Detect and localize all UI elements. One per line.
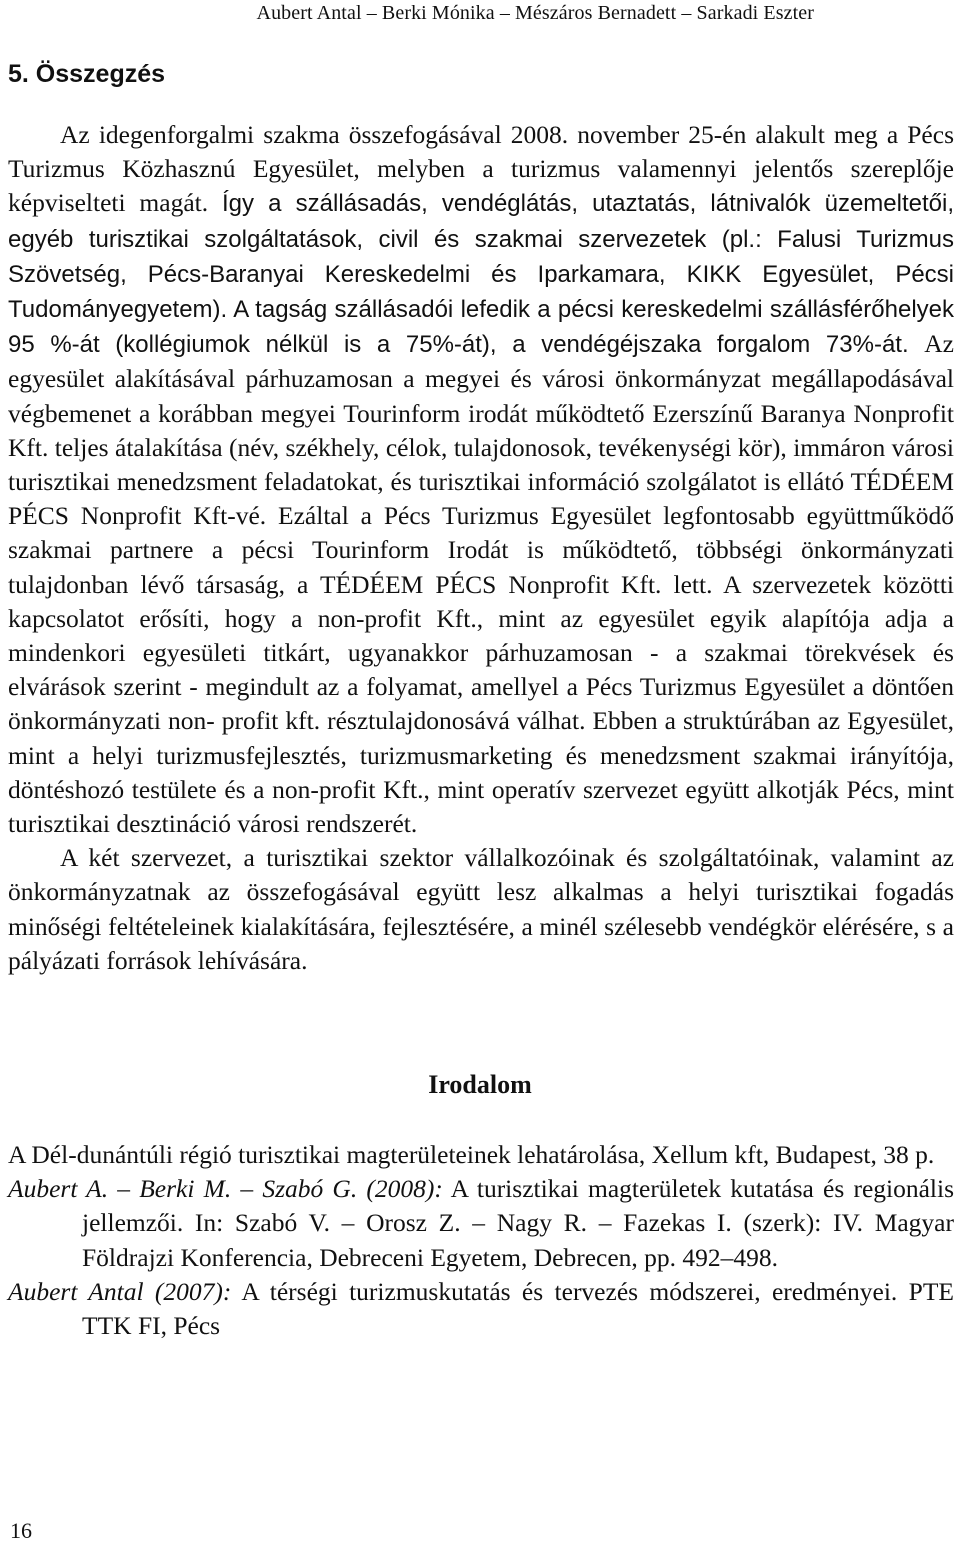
references-heading: Irodalom: [428, 1070, 532, 1099]
body-text: [8, 118, 954, 978]
paragraph-2: A két szervezet, a turisztikai szektor vállalkozóinak és szolgáltatóinak, valamint az önkormányzatnak az összefogásával együtt lesz alkalmas a helyi turisztikai fogadás minőségi feltételeinek kialakítására, fejlesztésére, a minél szélesebb vendégkör elérésére, s a pályázati források lehívására.: [8, 843, 954, 975]
reference-item: [8, 1172, 954, 1275]
section-title: 5. Összegzés: [8, 60, 166, 88]
reference-item: [8, 1138, 954, 1172]
running-header: Aubert Antal – Berki Mónika – Mészáros Bernadett – Sarkadi Eszter: [256, 2, 814, 24]
reference-author: Aubert A. – Berki M. – Szabó G. (2008):: [8, 1174, 443, 1204]
references-list: [8, 1138, 954, 1343]
reference-item: [8, 1275, 954, 1343]
reference-text: A térségi turizmuskutatás és tervezés módszerei, eredményei. PTE TTK FI, Pécs: [82, 1276, 954, 1341]
page-number: 16: [10, 1518, 32, 1543]
reference-text: A turisztikai magterületek kutatása és regionális jellemzői. In: Szabó V. – Orosz Z. – Nagy R. – Fazekas I. (szerk): IV. Magyar Földrajzi Konferencia, Debreceni Egyetem, Debrecen, pp. 492–498.: [82, 1174, 955, 1272]
paragraph-1-sentence-2: Így a szállásadás, vendéglátás, utaztatás, látnivalók üzemeltetői, egyéb turisztikai szolgáltatások, civil és szakmai szervezetek (pl.: Falusi Turizmus Szövetség, Pécs-Baranyai Kereskedelmi és Iparkamara, KIKK Egyesület, Pécsi Tudományegyetem). A tagság szállásadói lefedik a pécsi kereskedelmi szállásférőhelyek 95 %-át (kollégiumok nélkül is a 75%-át), a vendégéjszaka forgalom 73%-át.: [8, 190, 955, 359]
paragraph-1-sentence-3: Az egyesület alakításával párhuzamosan a megyei és városi önkormányzat megállapodásával végbemenet a korábban megyei Tourinform irodát működtető Ezerszínű Baranya Nonprofit Kft. teljes átalakítása (név, székhely, célok, tulajdonosok, tevékenységi kör), immáron városi turisztikai menedzsment feladatokat, és turisztikai információ szolgálatot is ellátó TÉDÉEM PÉCS Nonprofit Kft-vé. Ezáltal a Pécs Turizmus Egyesület legfontosabb együttműködő szakmai partnere a pécsi Tourinform Irodát is működtető, többségi önkormányzati tulajdonban lévő társaság, a TÉDÉEM PÉCS Nonprofit Kft. lett. A szervezetek közötti kapcsolatot erősíti, hogy a non-profit Kft., mint az egyesület egyik alapítója adja a mindenkori egyesületi titkárt, ugyanakkor párhuzamosan - a szakmai törekvések és elvárások szerint - megindult az a folyamat, amellyel a Pécs Turizmus Egyesület a döntően önkormányzati non- profit kft. résztulajdonosává válhat. Ebben a struktúrában az Egyesület, mint a helyi turizmusfejlesztés, turizmusmarketing és menedzsment szakmai irányítója, döntéshozó testülete és a non-profit Kft., mint operatív szervezet együtt alkotják Pécs, mint turisztikai desztináció városi rendszerét.: [8, 329, 954, 839]
paragraph-1: [8, 118, 954, 841]
reference-text: A Dél-dunántúli régió turisztikai magterületeinek lehatárolása, Xellum kft, Budapest, 38 p.: [8, 1140, 935, 1169]
paragraph-1-sentence-1: Az idegenforgalmi szakma összefogásával 2008. november 25-én alakult meg a Pécs Turizmus Közhasznú Egyesület, melyben a turizmus valamennyi jelentős szereplője képviselteti magát.: [8, 120, 954, 218]
reference-author: Aubert Antal (2007):: [8, 1276, 232, 1306]
